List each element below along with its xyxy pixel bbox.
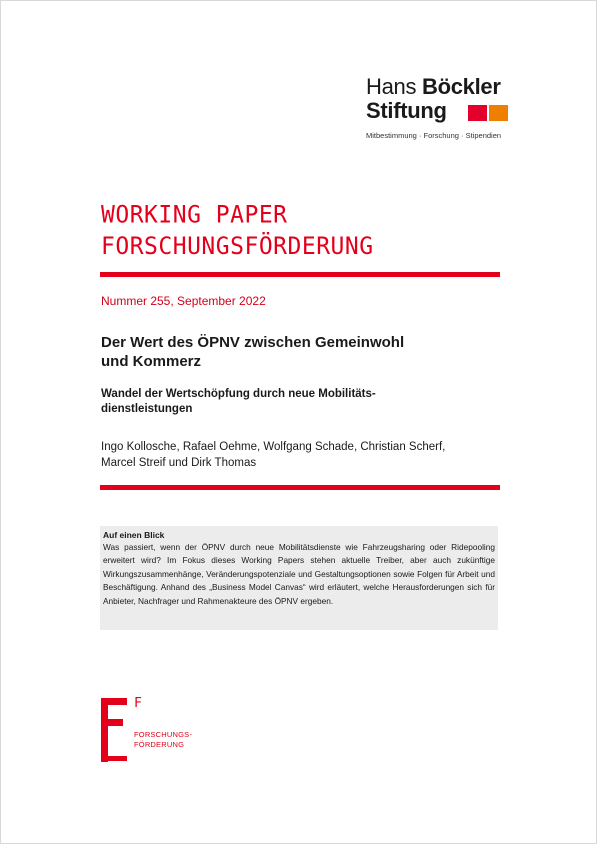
- issue-number: Nummer 255, September 2022: [101, 294, 266, 308]
- divider-top: [100, 272, 500, 277]
- paper-subtitle-line1: Wandel der Wertschöpfung durch neue Mobilitäts-: [101, 388, 376, 400]
- ff-logo-text-line1: FORSCHUNGS-: [134, 730, 193, 739]
- series-title-line1: WORKING PAPER: [101, 201, 288, 229]
- summary-text: Was passiert, wenn der ÖPNV durch neue Mobilitätsdienste wie Fahrzeugsharing oder Ridepooling erweitert wird? Im Fokus dieses Working Papers stehen aktuelle Treiber, aber auch zukünftige Wirkungszusammenhänge, Veränderungspotenziale und Gestaltungsoptionen sowie Folgen für Arbeit und Beschäftigung. Anhand des „Business Model Canvas“ wird erläutert, welche Herausforderungen sich für Anbieter, Nachfrager und Rahmenakteure des ÖPNV ergeben.: [103, 542, 495, 606]
- ff-logo-text: [134, 730, 192, 749]
- series-title-line2: FORSCHUNGSFÖRDERUNG: [101, 233, 374, 261]
- paper-title: [101, 333, 481, 371]
- ff-logo-bar-bottom: [101, 756, 127, 761]
- authors-line1: Ingo Kollosche, Rafael Oehme, Wolfgang Schade, Christian Scherf,: [101, 441, 446, 453]
- ff-logo-letter: F: [134, 696, 142, 711]
- ff-logo-bar-vertical: [101, 698, 108, 762]
- paper-title-line2: und Kommerz: [101, 353, 202, 370]
- summary-box: [100, 526, 498, 630]
- logo-tagline: Mitbestimmung · Forschung · Stipendien: [366, 131, 502, 140]
- summary-heading: Auf einen Blick: [103, 530, 165, 540]
- paper-subtitle-line2: dienstleistungen: [101, 403, 193, 415]
- logo-red-square: [468, 105, 487, 121]
- series-title: [101, 200, 374, 263]
- paper-title-line1: Der Wert des ÖPNV zwischen Gemeinwohl: [101, 334, 405, 351]
- authors-line2: Marcel Streif und Dirk Thomas: [101, 457, 257, 469]
- authors: [101, 439, 491, 471]
- forschungsfoerderung-logo: [101, 698, 201, 762]
- ff-logo-bar-middle: [101, 719, 123, 726]
- logo-word-stiftung: Stiftung: [366, 98, 447, 123]
- ff-logo-bar-top: [101, 698, 127, 705]
- ff-logo-text-line2: FÖRDERUNG: [134, 739, 185, 749]
- logo-word-boeckler: Böckler: [421, 74, 501, 99]
- logo-squares-icon: [468, 105, 508, 121]
- paper-subtitle: [101, 387, 481, 417]
- divider-bottom: [100, 485, 500, 490]
- logo-orange-square: [489, 105, 508, 121]
- logo-word-hans: Hans: [366, 74, 422, 99]
- foundation-logo-name: [366, 75, 501, 99]
